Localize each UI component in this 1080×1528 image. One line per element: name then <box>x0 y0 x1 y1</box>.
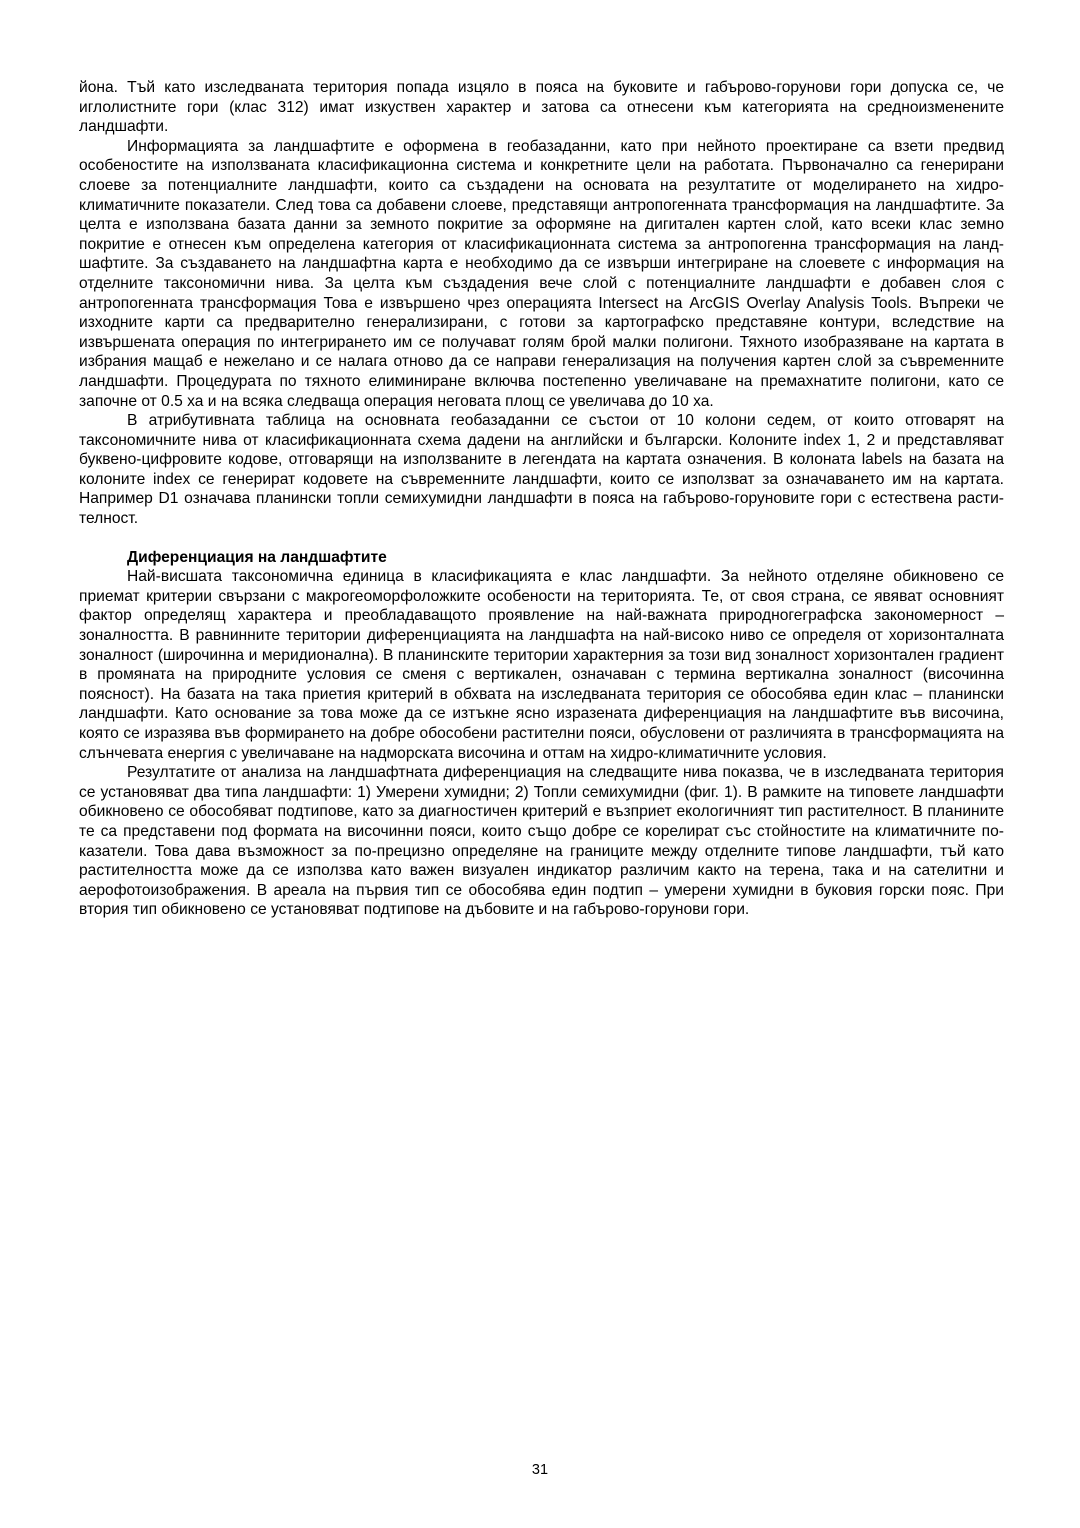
section-heading: Диференциация на ландшафтите <box>127 548 387 566</box>
page-body <box>79 78 1004 920</box>
paragraph-3: В атрибутивната таблица на основната геобазаданни се състои от 10 колони седем, от които отговарят на таксономичните нива от класификационната схема дадени на английски и български. Колоните index 1, 2 и представляват буквено-цифровите кодове, отговарящи на използваните в легендата на картата означения. В колоната labels на базата на колоните index се генерират кодовете на съвременните ландшафти, които се използват за означаването им на картата. Например D1 означава планински топли семихумидни ландшафти в пояса на габърово-горуновите гори с естествена растителност. <box>79 412 1004 528</box>
paragraph-1: йона. Тъй като изследваната територия попада изцяло в пояса на буковите и габърово-горунови гори допуска се, че иглолистните гори (клас 312) имат изкуствен характер и затова са отнесени към категорията на средноизменените ландшафти. <box>79 79 1004 136</box>
paragraph-4: Най-висшата таксономична единица в класификацията е клас ландшафти. За нейното отделяне обикновено се приемат критерии свързани с макрогеоморфоложките особености на територията. Те, от своя страна, се явяват основният фактор определящ характера и преобладаващото проявление на най-важната природногеграфска закономерност – зоналността. В равнинните територии диференциацията на ландшафта на най-високо ниво се определя от хоризонталната зоналност (широчинна и меридионална). В планинските територии характерния за този вид зоналност хоризонтален градиент в промяната на природните условия се сменя с вертикален, означаван с термина вертикална зоналност (височинна поясност). На базата на така приетия критерий в обхвата на изследваната територия се обособява един клас – планински ландшафти. Като основание за това може да се изтъкне ясно изразената диференциация на ландшафтите във височина, която се изразява във формирането на добре обособени растителни пояси, обусловени от различията в трансформацията на слънчевата енергия с увеличаване на надморската височина и оттам на хидро-климатичните условия. <box>79 568 1004 762</box>
paragraph-5: Резултатите от анализа на ландшафтната диференциация на следващите нива показва, че в изследваната територия се установяват два типа ландшафти: 1) Умерени хумидни; 2) Топли семихумидни (фиг. 1). В рамките на типовете ландшафти обикновено се обособяват подтипове, като за диагностичен критерий е възприет екологичният тип растителност. В планините те са представени под формата на височинни пояси, които също добре се корелират със стойностите на климатичните показатели. Това дава възможност за по-прецизно определяне на границите между отделните типове ландшафти, тъй като растителността може да се използва като важен визуален индикатор различим както на терена, така и на сателитни и аерофотоизображения. В ареала на първия тип се обособява един подтип – умерени хумидни в буковия горски пояс. При втория тип обикновено се установяват подтипове на дъбовите и на габърово-горунови гори. <box>79 764 1004 919</box>
paragraph-2: Информацията за ландшафтите е оформена в геобазаданни, като при нейното проектиране са взети предвид особеностите на използваната класификационна система и конкретните цели на работата. Първоначално са генерирани слоеве за потенциалните ландшафти, които са създадени на основата на резултатите от моделирането на хидро-климатичните показатели. След това са добавени слоеве, представящи антропогенната трансформация на ландшафтите. За целта е използвана базата данни за земното покритие за оформяне на дигитален картен слой, като всеки клас земно покритие е отнесен към определена категория от класификационната система за антропогенна трансформация на ландшафтите. За създаването на ландшафтна карта е необходимо да се извърши интегриране на слоевете с информация на отделните таксономични нива. За целта към създадения вече слой с потенциалните ландшафти е добавен слоя с антропогенната трансформация Това е извършено чрез операцията Intersect на ArcGIS Overlay Analysis Tools. Въпреки че изходните карти са предварително генерализирани, с готови за картографско представяне контури, вследствие на извършената операция по интегрирането им се получават голям брой малки полигони. Тяхното изобразяване на картата в избрания мащаб е нежелано и се налага отново да се направи генерализация на получения картен слой за съвременните ландшафти. Процедурата по тяхното елиминиране включва постепенно увеличаване на премахнатите полигони, като се започне от 0.5 ха и на всяка следваща операция неговата площ се увеличава до 10 ха. <box>79 137 1004 410</box>
page-number: 31 <box>531 1462 549 1478</box>
section-spacer <box>79 529 1004 548</box>
